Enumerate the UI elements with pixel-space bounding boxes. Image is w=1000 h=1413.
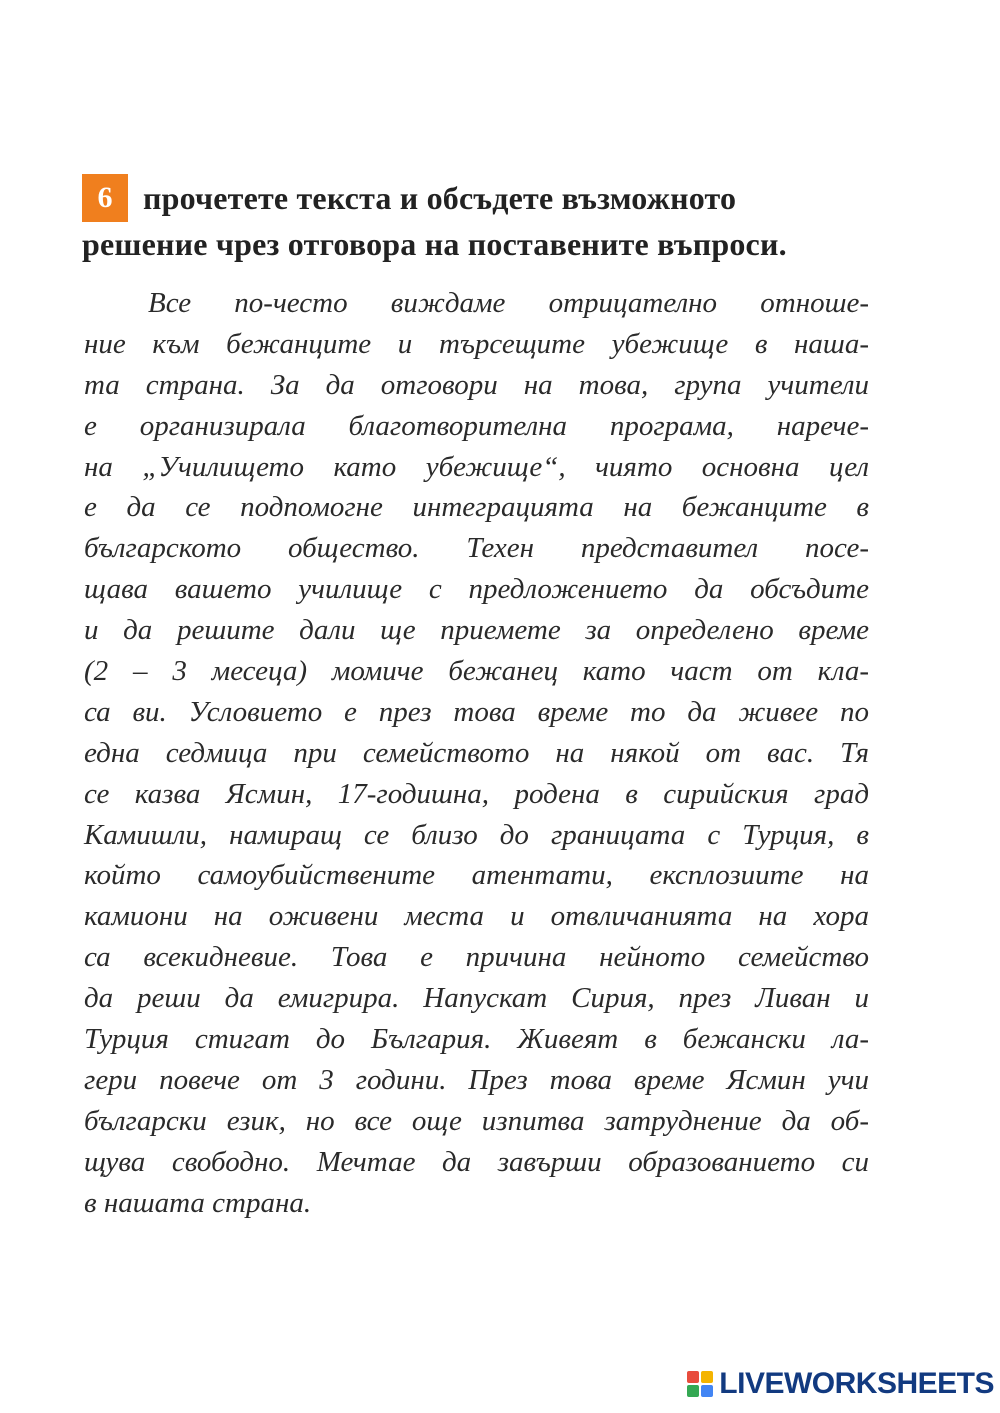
exercise-number-badge: 6: [82, 174, 128, 222]
logo-square: [687, 1385, 699, 1397]
passage-line: в нашата страна.: [84, 1186, 312, 1219]
passage-line: са всекидневие. Това е причина нейното семейство: [84, 941, 869, 974]
passage-text: [84, 283, 869, 1223]
passage-line: да реши да емигрира. Напускат Сирия, през Ливан и: [84, 982, 869, 1015]
passage-line: ние към бежанците и търсещите убежище в наша-: [84, 327, 869, 360]
logo-square: [701, 1385, 713, 1397]
passage-line: гери повече от 3 години. През това време Ясмин учи: [84, 1063, 869, 1096]
passage-line: се казва Ясмин, 17-годишна, родена в сирийския град: [84, 777, 869, 810]
passage-line: и да решите дали ще приемете за определено време: [84, 614, 869, 647]
passage-line: една седмица при семейството на някой от вас. Тя: [84, 736, 869, 769]
logo-square: [701, 1371, 713, 1383]
passage-line: та страна. За да отговори на това, група учители: [84, 368, 869, 401]
passage-line: български език, но все още изпитва затруднение да об-: [84, 1104, 869, 1137]
passage-line: щува свободно. Мечтае да завърши образованието си: [84, 1145, 869, 1178]
passage-line: Турция стигат до България. Живеят в бежански ла-: [84, 1023, 869, 1056]
logo-square: [687, 1371, 699, 1383]
passage-line: Все по-често виждаме отрицателно отноше-: [148, 287, 869, 319]
watermark-text: LIVEWORKSHEETS: [719, 1367, 994, 1400]
passage-line: Камишли, намиращ се близо до границата с Турция, в: [84, 818, 869, 851]
exercise-heading-line-2: решение чрез отговора на поставените въпроси.: [82, 226, 787, 262]
passage-line: българското общество. Техен представител посе-: [84, 532, 869, 565]
passage-line: камиони на оживени места и отвличанията на хора: [84, 900, 869, 933]
exercise-heading-line-1: прочетете текста и обсъдете възможното: [143, 180, 737, 216]
liveworksheets-watermark: [687, 1367, 994, 1401]
passage-line: на „Училището като убежище“, чиято основна цел: [84, 450, 869, 483]
liveworksheets-logo-icon: [687, 1371, 713, 1397]
passage-line: (2 – 3 месеца) момиче бежанец като част от кла-: [84, 655, 869, 688]
passage-line: е организирала благотворителна програма, нарече-: [84, 409, 869, 442]
passage-line: щава вашето училище с предложението да обсъдите: [84, 573, 869, 606]
passage-line: са ви. Условието е през това време то да живее по: [84, 695, 869, 728]
passage-line: който самоубийствените атентати, експлозиите на: [84, 859, 869, 892]
passage-line: е да се подпомогне интеграцията на бежанците в: [84, 491, 869, 524]
